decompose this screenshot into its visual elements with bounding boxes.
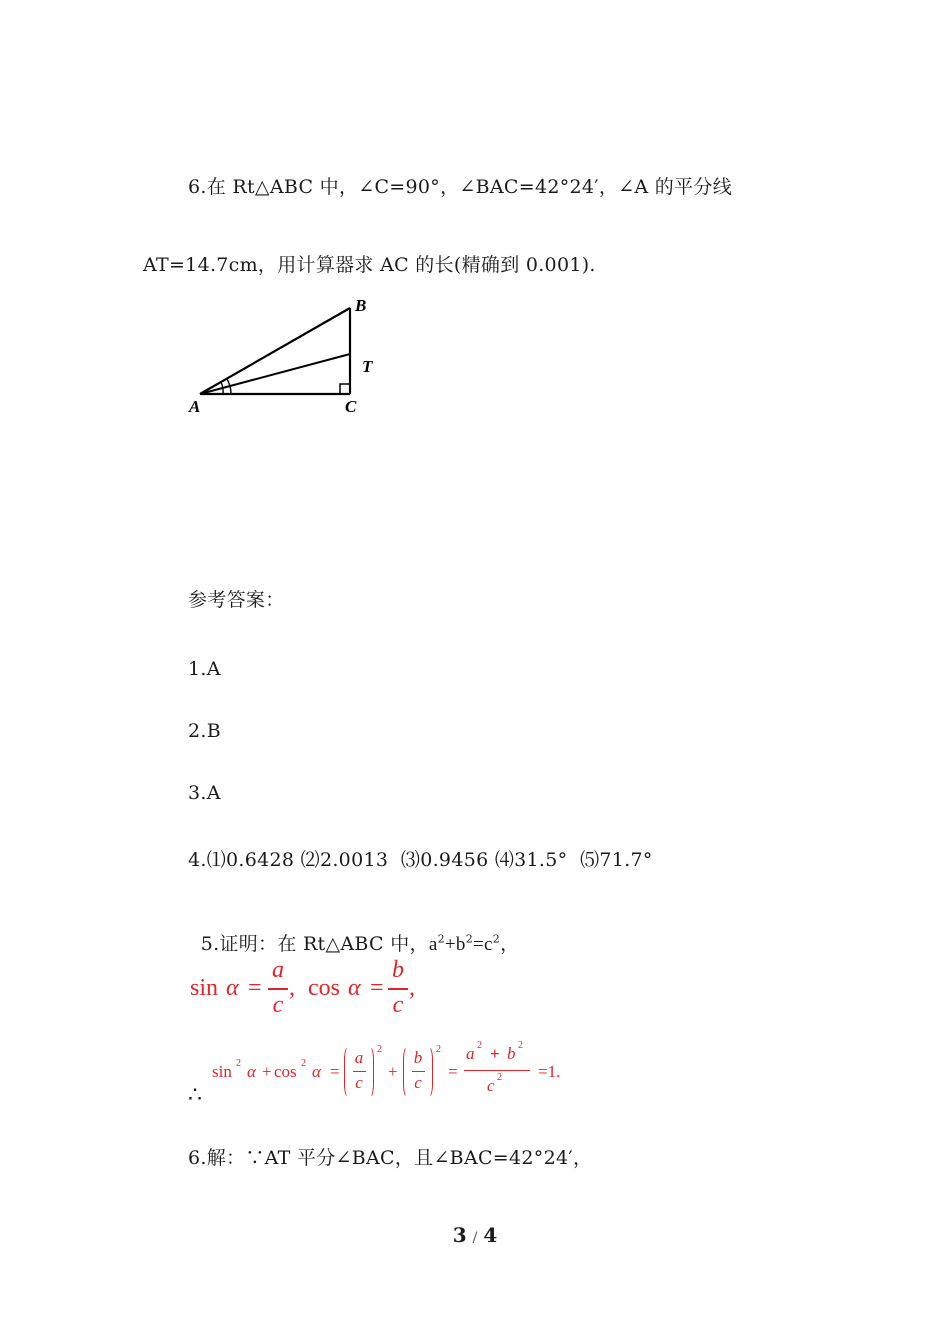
- cos-2: cos: [274, 1062, 297, 1081]
- eq-1: =: [248, 975, 262, 1001]
- alpha-2: α: [348, 975, 361, 1001]
- cos-exp: 2: [301, 1058, 306, 1069]
- formula-sin-cos: [190, 955, 450, 1025]
- page-total: 4: [483, 1223, 498, 1247]
- pythag-exp-b: 2: [465, 932, 474, 946]
- pythag-eq: =: [473, 934, 485, 955]
- eq-2: =: [370, 975, 384, 1001]
- sin-2: sin: [212, 1062, 232, 1081]
- frac2-b: b: [413, 1048, 423, 1067]
- alpha-1: α: [226, 975, 239, 1001]
- eq-4: =: [448, 1062, 458, 1081]
- alpha-4: α: [312, 1062, 321, 1081]
- sin-text: sin: [190, 975, 219, 1001]
- pythag-b: b: [455, 934, 466, 955]
- answer-6: 6.解：∵AT 平分∠BAC，且∠BAC=42°24′，: [188, 1147, 593, 1169]
- page-separator: /: [472, 1230, 478, 1246]
- label-t: T: [362, 357, 373, 376]
- paren-exp-1: 2: [377, 1044, 382, 1055]
- answer-2: 2.B: [188, 720, 221, 742]
- formula-identity: [212, 1040, 592, 1105]
- answer-5-prefix: 5.证明：在 Rt△ABC 中，: [200, 933, 429, 955]
- frac3-plus: +: [490, 1044, 500, 1063]
- frac-c-den: c: [272, 992, 284, 1018]
- frac-bar-2: [388, 988, 408, 990]
- answer-3: 3.A: [188, 782, 221, 804]
- frac-a-num: a: [272, 957, 284, 983]
- frac3-b: b: [507, 1044, 516, 1063]
- pythag-plus: +: [444, 934, 456, 955]
- equals-one: =1.: [538, 1062, 561, 1081]
- frac3-bar: [464, 1070, 530, 1071]
- plus-2: +: [388, 1062, 398, 1081]
- frac2-c: c: [355, 1073, 363, 1092]
- page-indicator: [0, 1223, 950, 1247]
- answer-4: 4.⑴0.6428 ⑵2.0013 ⑶0.9456 ⑷31.5° ⑸71.7°: [188, 849, 653, 871]
- triangle-figure: [185, 292, 385, 422]
- comma-1: ,: [289, 975, 295, 1001]
- paren-close-1: [365, 1046, 374, 1098]
- frac3-a: a: [466, 1044, 475, 1063]
- pythag-exp-a: 2: [437, 932, 445, 946]
- frac3-c-exp: 2: [497, 1072, 502, 1083]
- frac3-c: c: [487, 1076, 495, 1095]
- frac3-a-exp: 2: [477, 1040, 482, 1051]
- pythag-a: a: [428, 934, 438, 955]
- plus-1: +: [262, 1062, 272, 1081]
- eq-3: =: [330, 1062, 340, 1081]
- pythag-exp-c: 2: [492, 932, 501, 946]
- frac3-b-exp: 2: [518, 1040, 523, 1051]
- frac2-c-2: c: [414, 1073, 422, 1092]
- frac-c-den-2: c: [392, 992, 404, 1018]
- frac-bar-1: [268, 988, 288, 990]
- paren-close-2: [424, 1046, 433, 1098]
- label-a: A: [189, 397, 201, 416]
- alpha-3: α: [247, 1062, 256, 1081]
- comma-2: ,: [409, 975, 415, 1001]
- answers-heading: 参考答案：: [188, 589, 285, 611]
- pythag-comma: ，: [500, 933, 520, 955]
- cos-text: cos: [308, 975, 340, 1001]
- answer-5: [188, 907, 519, 956]
- paren-exp-2: 2: [436, 1044, 441, 1055]
- page-current: 3: [452, 1223, 467, 1247]
- problem-6-line-2: AT=14.7cm，用计算器求 AC 的长(精确到 0.001).: [143, 254, 596, 276]
- side-ab: [200, 308, 350, 394]
- therefore-symbol: ∴: [188, 1083, 202, 1108]
- pythag-c: c: [484, 934, 493, 955]
- label-c: C: [345, 397, 357, 416]
- label-b: B: [355, 296, 367, 315]
- frac-b-num: b: [392, 957, 404, 983]
- frac2-a: a: [354, 1048, 364, 1067]
- answer-1: 1.A: [188, 658, 221, 680]
- right-angle-mark: [340, 384, 350, 394]
- problem-6-line-1: 6.在 Rt△ABC 中，∠C=90°，∠BAC=42°24′，∠A 的平分线: [188, 176, 732, 198]
- sin-exp: 2: [236, 1058, 241, 1069]
